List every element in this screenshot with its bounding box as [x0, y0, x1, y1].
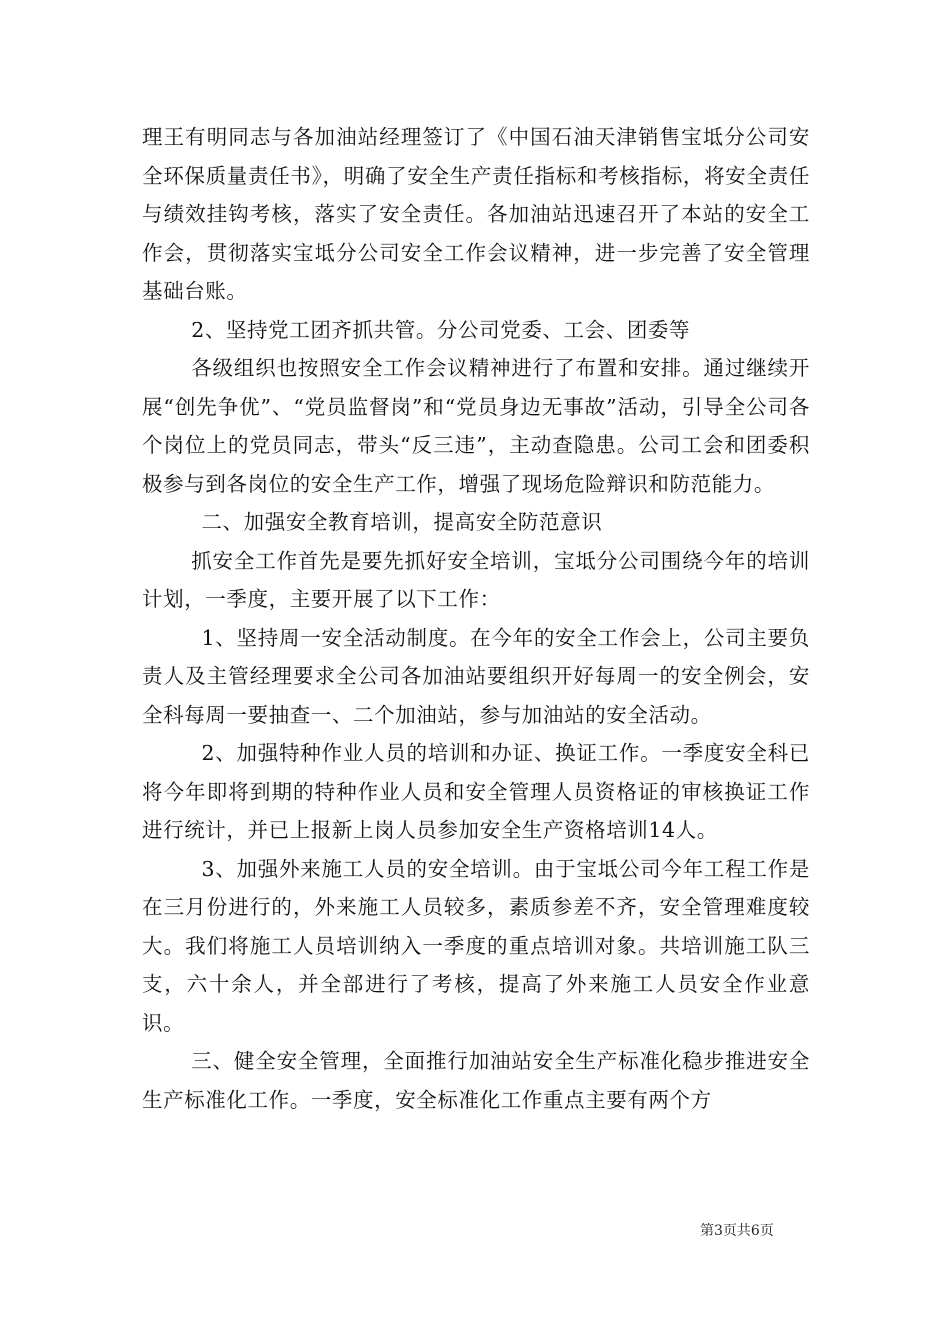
paragraph-party-union-heading: 2、坚持党工团齐抓共管。分公司党委、工会、团委等 [191, 317, 691, 342]
section-heading-training: 二、加强安全教育培训，提高安全防范意识 [201, 510, 603, 534]
paragraph-party-union-body: 各级组织也按照安全工作会议精神进行了布置和安排。通过继续开展“创先争优”、“党员监督岗”和“党员身边无事故”活动，引导全公司各个岗位上的党员同志，带头“反三违”，主动查隐患。公司工会和团委积极参与到各岗位的安全生产工作，增强了现场危险辩识和防范能力。 [142, 356, 810, 496]
paragraph-training-intro: 抓安全工作首先是要先抓好安全培训，宝坻分公司围绕今年的培训计划，一季度，主要开展了以下工作： [142, 548, 810, 611]
paragraph-responsibility-continued: 理王有明同志与各加油站经理签订了《中国石油天津销售宝坻分公司安全环保质量责任书》，明确了安全生产责任指标和考核指标，将安全责任与绩效挂钩考核，落实了安全责任。各加油站迅速召开了本站的安全工作会，贯彻落实宝坻分公司安全工作会议精神，进一步完善了安全管理基础台账。 [142, 125, 810, 303]
document-body [142, 118, 810, 1119]
section-heading-standardization: 三、健全安全管理，全面推行加油站安全生产标准化稳步推进安全生产标准化工作。一季度，安全标准化工作重点主要有两个方 [142, 1049, 810, 1112]
paragraph-external-workers: 3、加强外来施工人员的安全培训。由于宝坻公司今年工程工作是在三月份进行的，外来施工人员较多，素质参差不齐，安全管理难度较大。我们将施工人员培训纳入一季度的重点培训对象。共培训施工队三支，六十余人，并全部进行了考核，提高了外来施工人员安全作业意识。 [142, 856, 810, 1035]
page-number-footer: 第3页共6页 [700, 1223, 774, 1239]
paragraph-monday-safety: 1、坚持周一安全活动制度。在今年的安全工作会上，公司主要负责人及主管经理要求全公司各加油站要组织开好每周一的安全例会，安全科每周一要抽查一、二个加油站，参与加油站的安全活动。 [142, 625, 810, 727]
paragraph-special-operations: 2、加强特种作业人员的培训和办证、换证工作。一季度安全科已将今年即将到期的特种作业人员和安全管理人员资格证的审核换证工作进行统计，并已上报新上岗人员参加安全生产资格培训14人。 [142, 741, 810, 842]
